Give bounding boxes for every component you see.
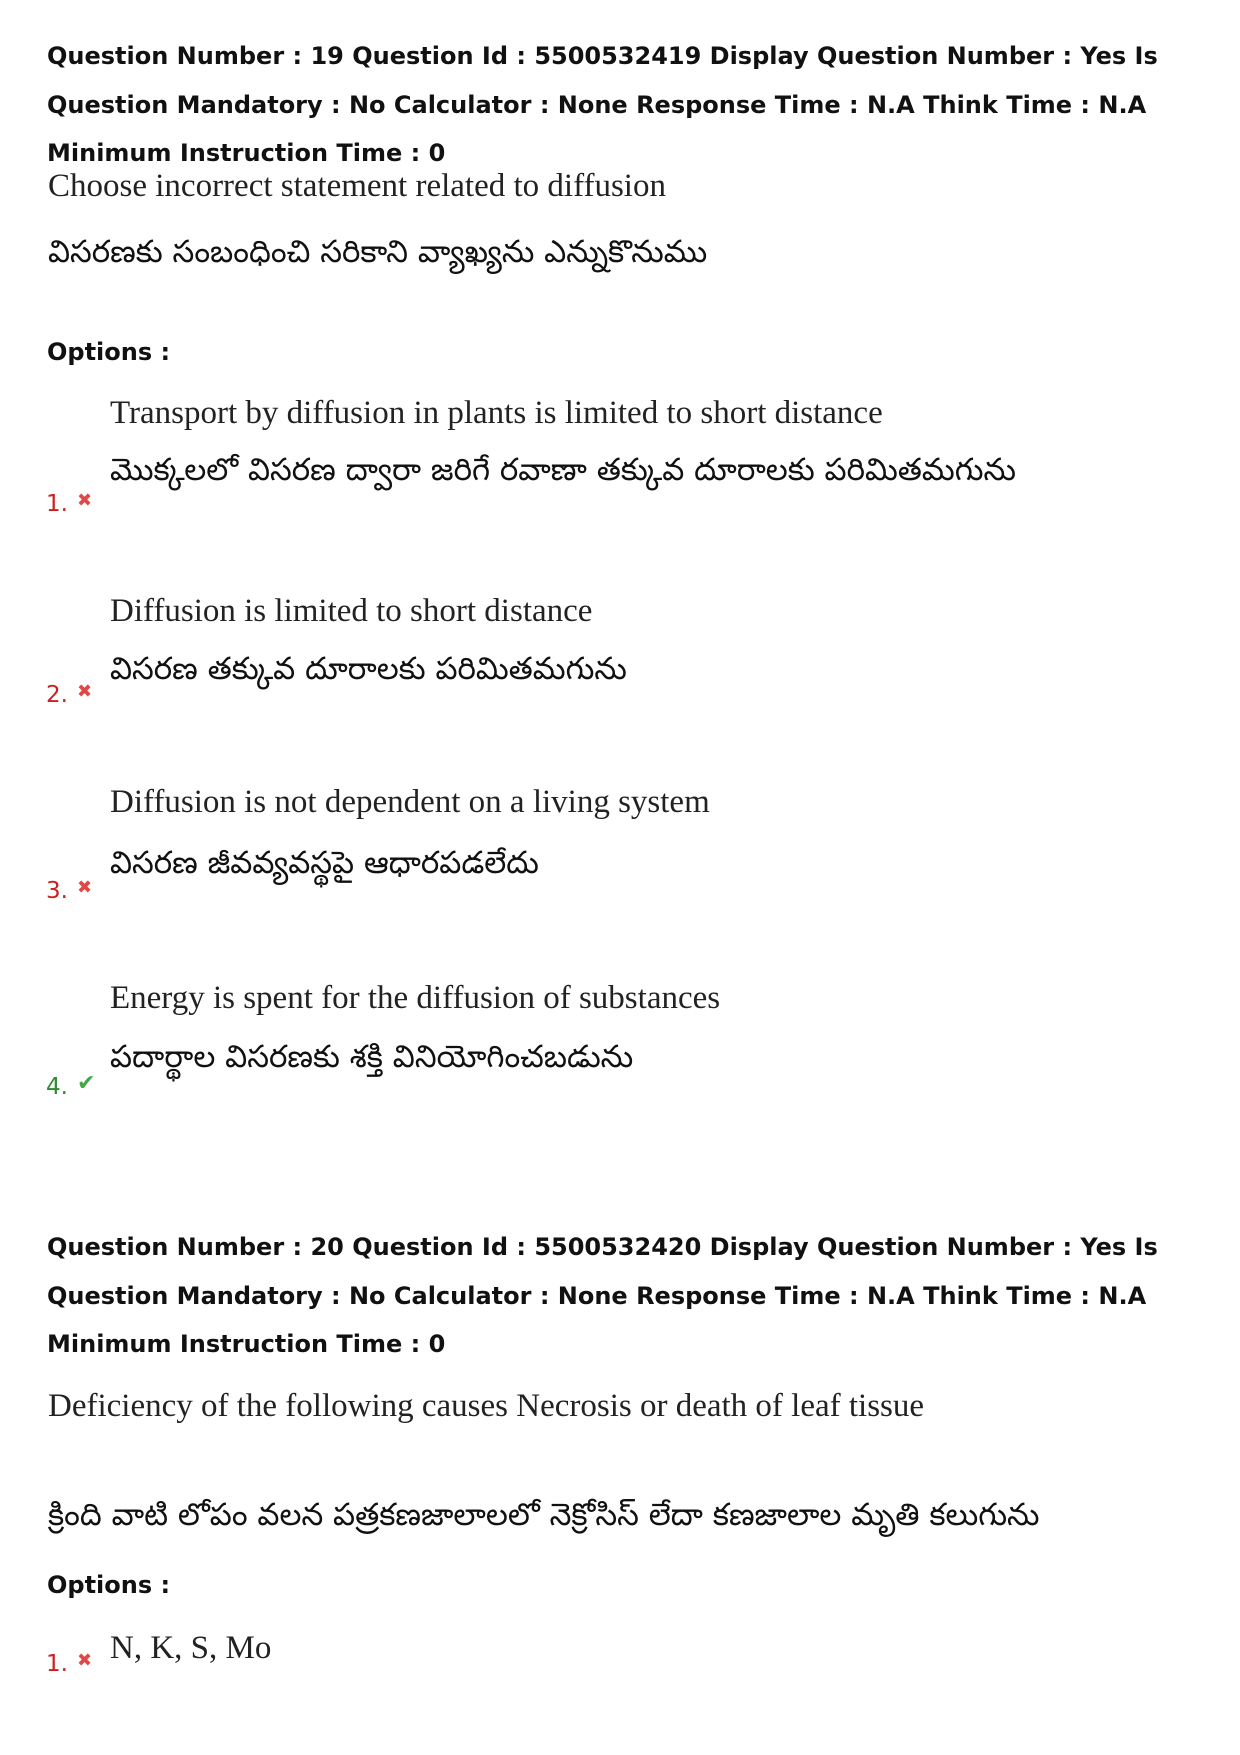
cross-icon: ✖ (77, 1650, 93, 1671)
option-number: 1. (46, 1651, 68, 1677)
option-number: 3. (46, 878, 68, 904)
options-label: Options : (47, 1571, 171, 1599)
check-icon: ✔ (77, 1071, 96, 1096)
option-number: 1. (46, 491, 68, 517)
question-text-te: విసరణకు సంబంధించి సరికాని వ్యాఖ్యను ఎన్నుకొనుము (48, 234, 708, 270)
question-meta: Question Number : 19 Question Id : 5500532419 Display Question Number : Yes Is Question Mandatory : No Calculator : None Response Time : N.A Think Time : N.A Minimum Instruction Time : 0 (47, 42, 1158, 167)
option-text-te: విసరణ తక్కువ దూరాలకు పరిమితమగును (110, 651, 627, 687)
option-text-te: పదార్థాల విసరణకు శక్తి వినియోగించబడును (110, 1039, 634, 1075)
question-text-en: Choose incorrect statement related to diffusion (48, 168, 666, 204)
cross-icon: ✖ (77, 681, 93, 702)
question-text-te: క్రింది వాటి లోపం వలన పత్రకణజాలాలలో నెక్రోసిస్ లేదా కణజాలాల మృతి కలుగును (48, 1497, 1040, 1533)
option-text-te: విసరణ జీవవ్యవస్థపై ఆధారపడలేదు (110, 845, 539, 881)
options-label: Options : (47, 338, 171, 366)
cross-icon: ✖ (77, 490, 93, 511)
option-text-te: మొక్కలలో విసరణ ద్వారా జరిగే రవాణా తక్కువ దూరాలకు పరిమితమగును (110, 452, 1016, 488)
option-text-en: Diffusion is limited to short distance (110, 593, 593, 629)
cross-icon: ✖ (77, 877, 93, 898)
option-text-en: Diffusion is not dependent on a living system (110, 784, 710, 820)
option-text-en: Energy is spent for the diffusion of substances (110, 980, 721, 1016)
option-text-en: N, K, S, Mo (110, 1630, 272, 1666)
option-text-en: Transport by diffusion in plants is limited to short distance (110, 395, 883, 431)
option-number: 2. (46, 682, 68, 708)
question-meta: Question Number : 20 Question Id : 5500532420 Display Question Number : Yes Is Question Mandatory : No Calculator : None Response Time : N.A Think Time : N.A Minimum Instruction Time : 0 (47, 1233, 1158, 1358)
question-text-en: Deficiency of the following causes Necrosis or death of leaf tissue (48, 1388, 925, 1424)
option-number: 4. (46, 1074, 68, 1100)
